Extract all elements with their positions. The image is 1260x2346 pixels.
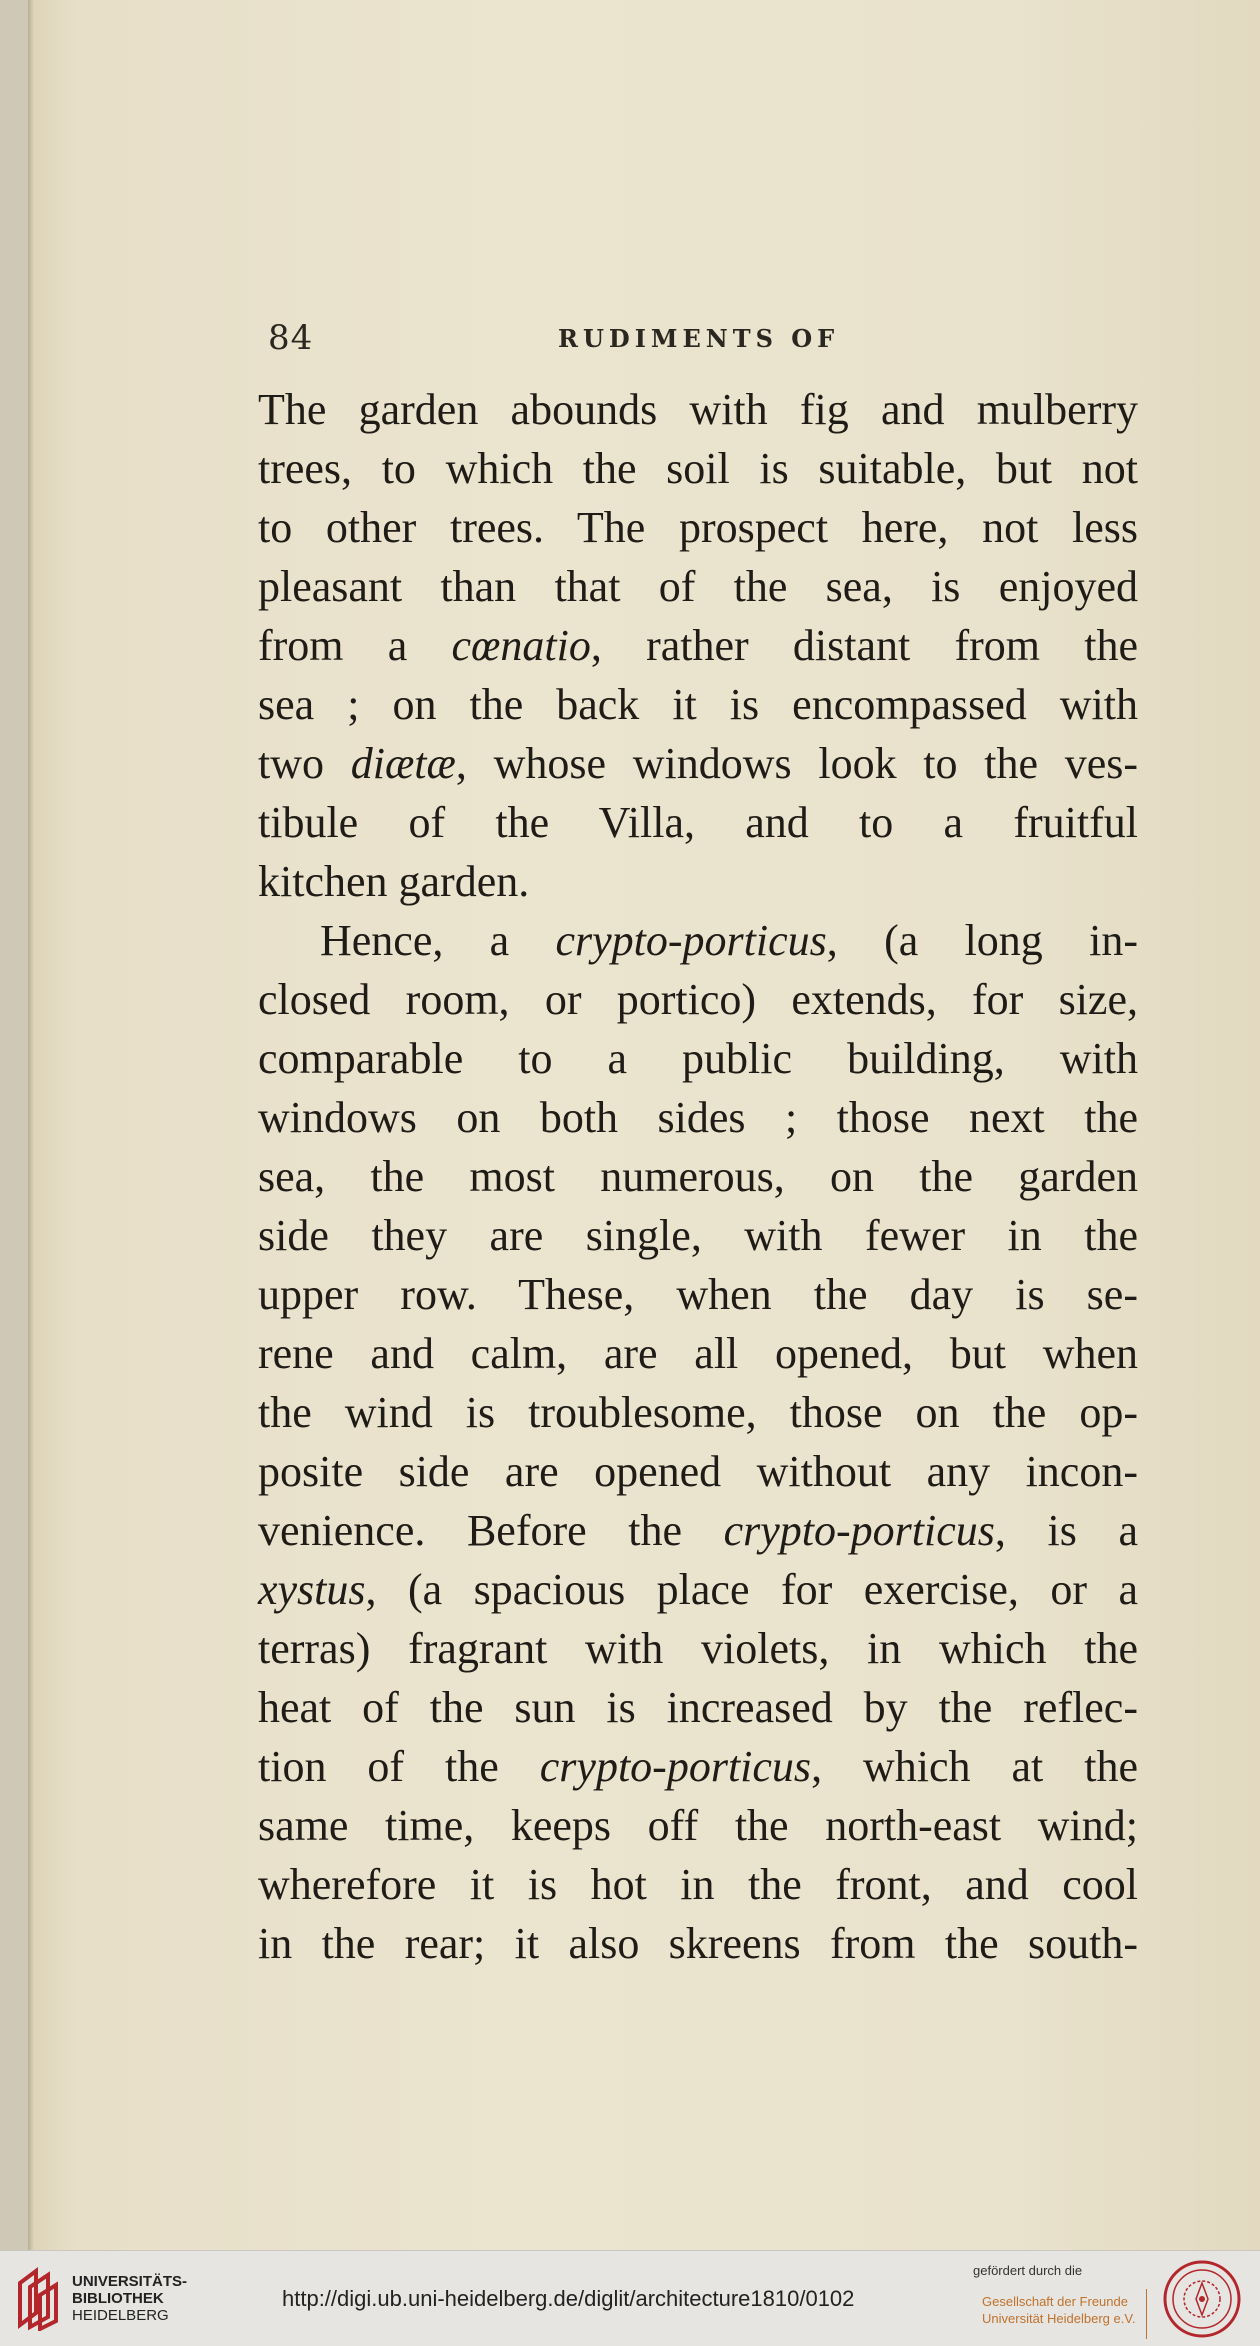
page-gutter-shadow bbox=[28, 0, 34, 2250]
ub-heidelberg-logo-icon[interactable] bbox=[14, 2265, 60, 2331]
text-line: two diætæ, whose windows look to the ves- bbox=[258, 739, 1138, 788]
running-title: RUDIMENTS OF bbox=[558, 324, 840, 353]
text-line: pleasant than that of the sea, is enjoyed bbox=[258, 562, 1138, 611]
running-head bbox=[268, 318, 908, 358]
text-line: closed room, or portico) extends, for size, bbox=[258, 975, 1138, 1024]
text-line: rene and calm, are all opened, but when bbox=[258, 1329, 1138, 1378]
text-line: same time, keeps off the north-east wind; bbox=[258, 1801, 1138, 1850]
text-line: Hence, a crypto-porticus, (a long in- bbox=[320, 916, 1138, 965]
text-line: sea ; on the back it is encompassed with bbox=[258, 680, 1138, 729]
text-line: side they are single, with fewer in the bbox=[258, 1211, 1138, 1260]
text-line: to other trees. The prospect here, not less bbox=[258, 503, 1138, 552]
text-line: the wind is troublesome, those on the op- bbox=[258, 1388, 1138, 1437]
body-text bbox=[258, 380, 1138, 1973]
page-number: 84 bbox=[268, 318, 314, 358]
text-line: upper row. These, when the day is se- bbox=[258, 1270, 1138, 1319]
text-line: in the rear; it also skreens from the south- bbox=[258, 1919, 1138, 1968]
library-name-line: HEIDELBERG bbox=[72, 2307, 169, 2324]
text-line: tibule of the Villa, and to a fruitful bbox=[258, 798, 1138, 847]
text-line: comparable to a public building, with bbox=[258, 1034, 1138, 1083]
sponsor-line: Universität Heidelberg e.V. bbox=[982, 2311, 1136, 2326]
text-line: wherefore it is hot in the front, and cool bbox=[258, 1860, 1138, 1909]
text-line: sea, the most numerous, on the garden bbox=[258, 1152, 1138, 1201]
sponsor-divider bbox=[1146, 2289, 1147, 2339]
text-line: venience. Before the crypto-porticus, is a bbox=[258, 1506, 1138, 1555]
text-line: from a cœnatio, rather distant from the bbox=[258, 621, 1138, 670]
sponsor-name[interactable] bbox=[982, 2293, 1135, 2327]
text-line: xystus, (a spacious place for exercise, or a bbox=[258, 1565, 1138, 1614]
text-line: windows on both sides ; those next the bbox=[258, 1093, 1138, 1142]
library-name-line: UNIVERSITÄTS- bbox=[72, 2273, 188, 2290]
text-line: kitchen garden. bbox=[258, 857, 530, 906]
viewer-footer bbox=[0, 2250, 1260, 2346]
text-line: posite side are opened without any incon- bbox=[258, 1447, 1138, 1496]
text-line: heat of the sun is increased by the reflec- bbox=[258, 1683, 1138, 1732]
library-name-line: BIBLIOTHEK bbox=[72, 2290, 164, 2307]
text-line: trees, to which the soil is suitable, but not bbox=[258, 444, 1138, 493]
university-seal-icon[interactable] bbox=[1162, 2259, 1242, 2339]
library-name[interactable] bbox=[72, 2273, 187, 2324]
text-line: The garden abounds with fig and mulberry bbox=[258, 385, 1138, 434]
permalink-url[interactable]: http://digi.ub.uni-heidelberg.de/diglit/architecture1810/0102 bbox=[282, 2286, 855, 2311]
sponsor-line: Gesellschaft der Freunde bbox=[982, 2294, 1128, 2309]
text-line: terras) fragrant with violets, in which the bbox=[258, 1624, 1138, 1673]
text-line: tion of the crypto-porticus, which at the bbox=[258, 1742, 1138, 1791]
funded-by-label: gefördert durch die bbox=[973, 2263, 1083, 2278]
